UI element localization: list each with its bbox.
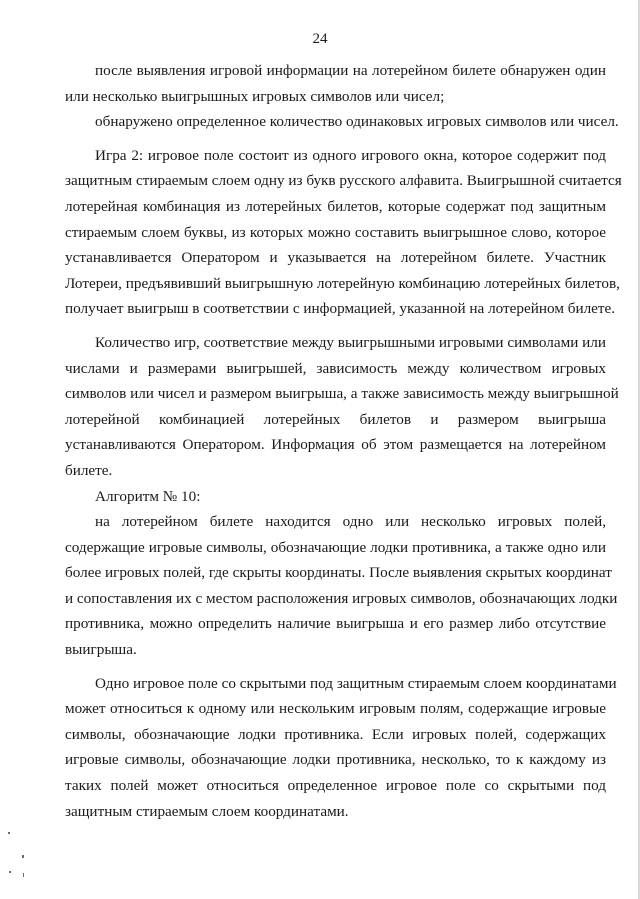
text-line: игровые символы, обозначающие лодки противника, несколько, то к каждому из <box>65 751 606 769</box>
text-line: устанавливается Оператором и указывается на лотерейном билете. Участник <box>65 249 606 267</box>
text-line: содержащие игровые символы, обозначающие лодки противника, а также одно или <box>65 538 606 556</box>
text-line: на лотерейном билете находится одно или несколько игровых полей, <box>95 513 606 531</box>
text-line: Одно игровое поле со скрытыми под защитным стираемым слоем координатами <box>95 674 617 692</box>
text-line: лотерейная комбинация из лотерейных билетов, которые содержат под защитным <box>65 197 606 215</box>
text-line: после выявления игровой информации на лотерейном билете обнаружен один <box>95 62 606 79</box>
page-number: 24 <box>312 31 328 47</box>
document-body <box>65 58 622 824</box>
text-line: лотерейной комбинацией лотерейных билетов и размером выигрыша <box>65 410 606 428</box>
text-line: обнаружено определенное количество одинаковых игровых символов или чисел. <box>95 113 619 131</box>
text-line: и сопоставления их с местом расположения игровых символов, обозначающих лодки <box>65 589 618 607</box>
text-line: Игра 2: игровое поле состоит из одного игрового окна, которое содержит под <box>95 146 606 164</box>
text-line: числами и размерами выигрышей, зависимость между количеством игровых <box>65 359 606 377</box>
text-line: устанавливаются Оператором. Информация об этом размещается на лотерейном <box>65 436 606 454</box>
text-line: билете. <box>65 461 113 479</box>
text-line: противника, можно определить наличие выигрыша и его размер либо отсутствие <box>65 615 606 633</box>
text-line: таких полей может относиться определенное игровое поле со скрытыми под <box>65 777 606 795</box>
text-line: может относиться к одному или нескольким игровым полям, содержащие игровые <box>65 700 606 718</box>
scan-speck <box>23 873 24 877</box>
text-line: более игровых полей, где скрыты координаты. После выявления скрытых координат <box>65 564 612 582</box>
text-line: символы, обозначающие лодки противника. Если игровых полей, содержащих <box>65 725 606 743</box>
text-line: стираемым слоем буквы, из которых можно составить выигрышное слово, которое <box>65 223 606 241</box>
text-line: защитным стираемым слоем одну из букв русского алфавита. Выигрышной считается <box>65 172 622 190</box>
text-line: защитным стираемым слоем координатами. <box>65 802 349 820</box>
text-line: получает выигрыш в соответствии с информацией, указанной на лотерейном билете. <box>65 300 616 318</box>
scan-speck <box>22 855 24 858</box>
text-line: символов или чисел и размером выигрыша, а также зависимость между выигрышной <box>65 385 619 403</box>
text-line: Алгоритм № 10: <box>95 487 201 505</box>
text-line: Лотереи, предъявивший выигрышную лотерейную комбинацию лотерейных билетов, <box>65 274 620 292</box>
text-line: выигрыша. <box>65 641 137 659</box>
scan-speck <box>9 871 11 873</box>
scan-speck <box>8 832 10 834</box>
text-line: или несколько выигрышных игровых символов или чисел; <box>65 87 445 105</box>
text-line: Количество игр, соответствие между выигрышными игровыми символами или <box>95 333 606 351</box>
